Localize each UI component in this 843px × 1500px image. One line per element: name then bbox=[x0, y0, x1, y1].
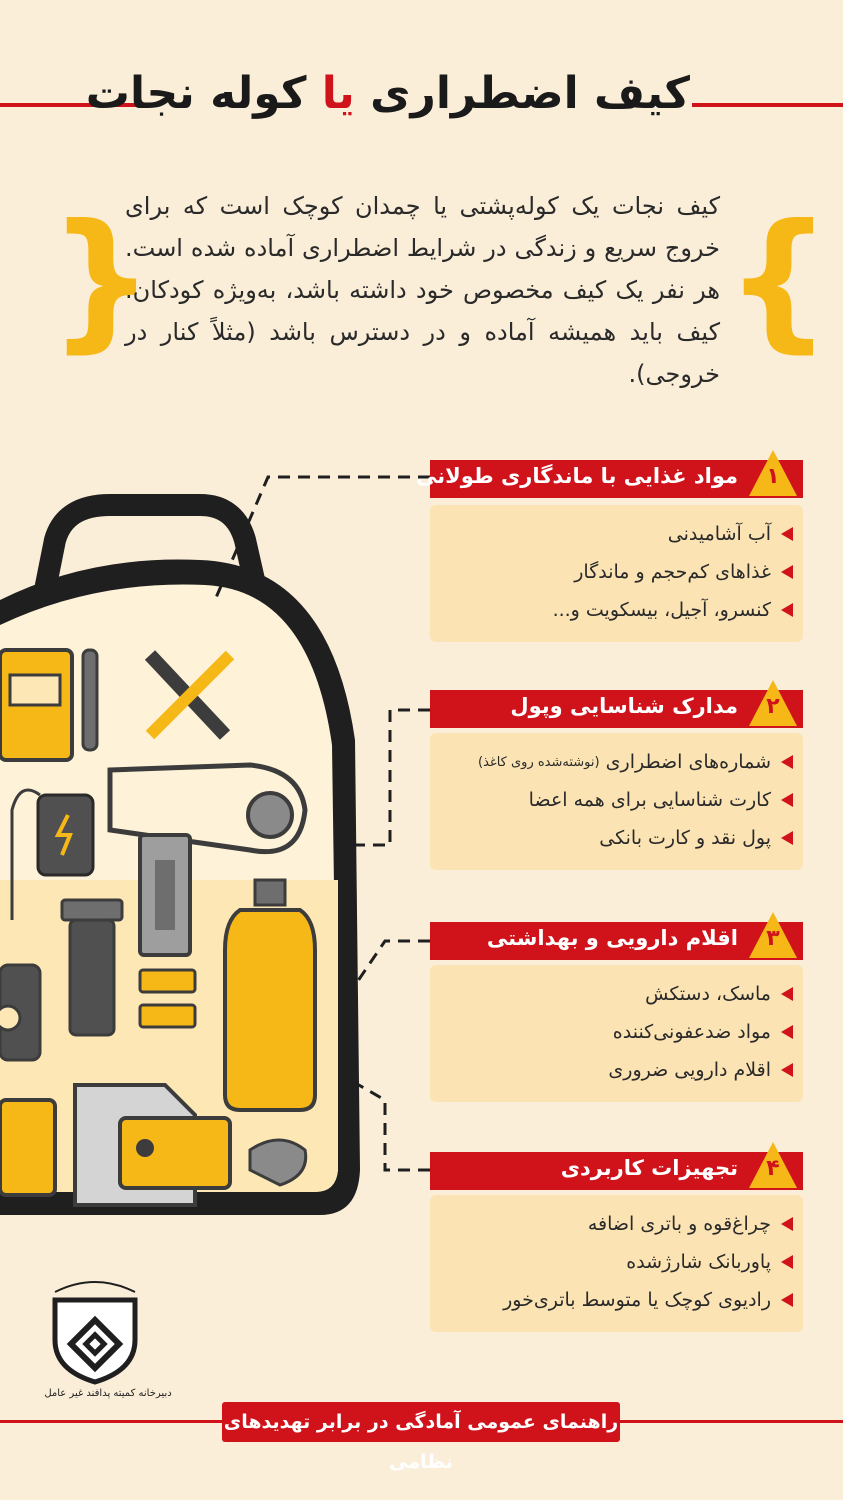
intro-paragraph: کیف نجات یک کوله‌پشتی یا چمدان کوچک است که برای خروج سریع و زندگی در شرایط اضطراری آماده شده است. هر نفر یک کیف مخصوص خود داشته باشد، به‌ویژه کودکان. کیف باید همیشه آماده و در دسترس باشد (مثلاً کنار در خروجی). bbox=[125, 192, 720, 388]
list-item: اقلام دارویی ضروری bbox=[608, 1053, 793, 1087]
section-2-header bbox=[430, 690, 803, 728]
bullet-arrow-icon bbox=[781, 1217, 793, 1231]
list-item: غذاهای کم‌حجم و ماندگار bbox=[574, 555, 793, 589]
list-item: شماره‌های اضطراری (نوشته‌شده روی کاغذ) bbox=[478, 745, 793, 779]
section-2-number: ۲ bbox=[766, 694, 780, 719]
list-item: آب آشامیدنی bbox=[668, 517, 793, 551]
title-part1: کیف اضطراری bbox=[370, 68, 690, 119]
page-title bbox=[85, 68, 690, 119]
title-accent: یا bbox=[321, 68, 355, 119]
bullet-arrow-icon bbox=[781, 603, 793, 617]
section-4-header bbox=[430, 1152, 803, 1190]
section-1-number: ۱ bbox=[766, 464, 780, 489]
list-item: پاوربانک شارژشده bbox=[626, 1245, 793, 1279]
section-4-list bbox=[430, 1195, 803, 1332]
bullet-arrow-icon bbox=[781, 527, 793, 541]
bullet-arrow-icon bbox=[781, 987, 793, 1001]
list-item: چراغ‌قوه و باتری اضافه bbox=[588, 1207, 793, 1241]
brace-left-icon: { bbox=[48, 193, 155, 367]
section-1-title: مواد غذایی با ماندگاری طولانی bbox=[415, 464, 738, 488]
section-3-number: ۳ bbox=[766, 926, 780, 951]
section-4-title: تجهیزات کاربردی bbox=[560, 1156, 738, 1180]
bullet-arrow-icon bbox=[781, 793, 793, 807]
org-name: دبیرخانه کمیته پدافند غیر عامل bbox=[44, 1388, 172, 1399]
bullet-arrow-icon bbox=[781, 831, 793, 845]
brace-right-icon: } bbox=[725, 193, 832, 367]
bullet-arrow-icon bbox=[781, 1293, 793, 1307]
connector-lines bbox=[0, 440, 440, 1200]
list-item: مواد ضدعفونی‌کننده bbox=[613, 1015, 793, 1049]
section-2-title: مدارک شناسایی وپول bbox=[510, 694, 738, 718]
bullet-arrow-icon bbox=[781, 1255, 793, 1269]
list-item: پول نقد و کارت بانکی bbox=[599, 821, 793, 855]
section-2-list bbox=[430, 733, 803, 870]
bullet-arrow-icon bbox=[781, 1025, 793, 1039]
section-1-list bbox=[430, 505, 803, 642]
section-1-header bbox=[415, 460, 803, 498]
section-3-header bbox=[430, 922, 803, 960]
bullet-arrow-icon bbox=[781, 565, 793, 579]
section-3-list bbox=[430, 965, 803, 1102]
section-4-number: ۴ bbox=[766, 1156, 780, 1181]
bullet-arrow-icon bbox=[781, 1063, 793, 1077]
bullet-arrow-icon bbox=[781, 755, 793, 769]
list-item: ماسک، دستکش bbox=[645, 977, 793, 1011]
list-item: کنسرو، آجیل، بیسکویت و... bbox=[553, 593, 793, 627]
section-3-title: اقلام دارویی و بهداشتی bbox=[486, 926, 738, 950]
title-rule-right bbox=[692, 103, 843, 107]
title-part2: کوله نجات bbox=[85, 68, 307, 119]
university-seal-logo bbox=[40, 1270, 150, 1385]
list-item: رادیوی کوچک یا متوسط باتری‌خور bbox=[503, 1283, 793, 1317]
list-item: کارت شناسایی برای همه اعضا bbox=[529, 783, 793, 817]
footer-tag: راهنمای عمومی آمادگی در برابر تهدیدهای نظامی bbox=[222, 1402, 620, 1442]
